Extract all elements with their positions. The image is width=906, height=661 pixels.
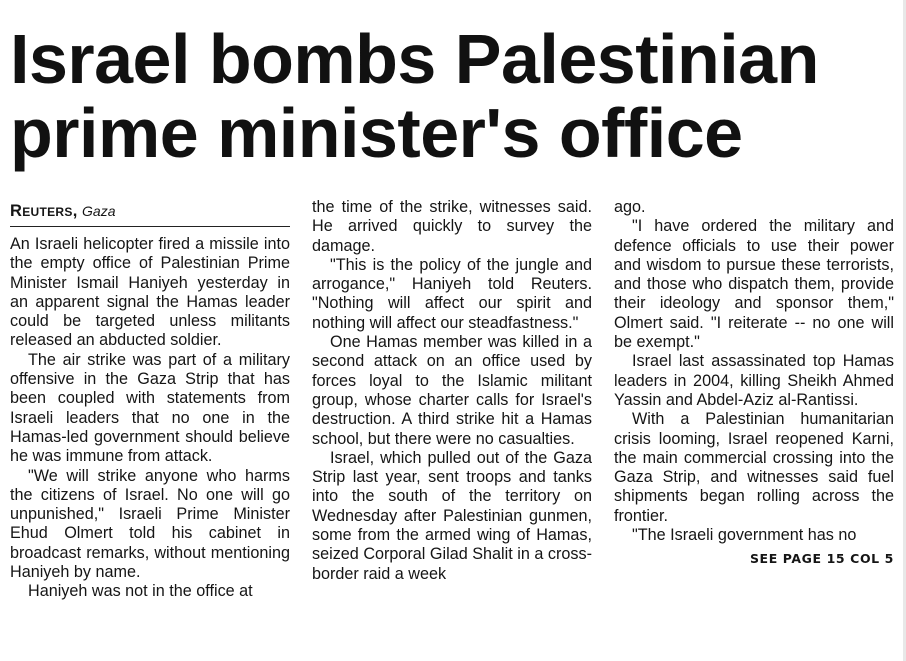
headline-line-1: Israel bombs Palestinian [10, 20, 819, 98]
paragraph: One Hamas member was killed in a second attack on an office used by forces loyal to the Islamic militant group, whose charter calls for Israel's destruction. A third strike hit a Hamas school, but there were no casualties. [312, 333, 592, 448]
paragraph: Haniyeh was not in the office at [28, 582, 253, 601]
headline [10, 22, 890, 170]
byline-agency: Reuters, [10, 202, 78, 220]
article-column-3 [614, 198, 894, 569]
paragraph: "I have ordered the military and defence officials to use their power and wisdom to pursue these terrorists, and those who dispatch them, provide their ideology and sponsor them," Olmert said. "I reiterate -- no one will be exempt." [614, 217, 894, 352]
byline-place: Gaza [82, 203, 116, 219]
paragraph: Israel, which pulled out of the Gaza Strip last year, sent troops and tanks into the south of the territory on Wednesday after Palestinian gunmen, some from the armed wing of Hamas, seized Corporal Gilad Shalit in a cross-border raid a week [312, 448, 592, 583]
article-column-1 [10, 198, 290, 602]
paragraph: the time of the strike, witnesses said. He arrived quickly to survey the damage. [312, 198, 592, 255]
paragraph: Israel last assassinated top Hamas leaders in 2004, killing Sheikh Ahmed Yassin and Abdel-Aziz al-Rantissi. [614, 352, 894, 409]
paragraph: The air strike was part of a military offensive in the Gaza Strip that has been coupled with statements from Israeli leaders that no one in the Hamas-led government should believe he was immune from attack. [10, 350, 290, 466]
paragraph: "This is the policy of the jungle and arrogance," Haniyeh told Reuters. "Nothing will affect our spirit and nothing will affect our steadfastness." [312, 255, 592, 332]
article-body [10, 198, 894, 648]
continued-on-page-note: SEE PAGE 15 COL 5 [749, 551, 894, 567]
paragraph: "The Israeli government has no [632, 526, 857, 545]
article-column-2 [312, 198, 592, 584]
paragraph: ago. [614, 198, 646, 216]
paragraph: With a Palestinian humanitarian crisis looming, Israel reopened Karni, the main commercial crossing into the Gaza Strip, and witnesses said fuel shipments began rolling across the frontier. [614, 410, 894, 525]
headline-line-2: prime minister's office [10, 94, 743, 172]
paragraph: An Israeli helicopter fired a missile into the empty office of Palestinian Prime Minister Ismail Haniyeh yesterday in an apparent signal the Hamas leader could be targeted unless militants released an abducted soldier. [10, 235, 290, 350]
byline [10, 201, 290, 227]
paragraph: "We will strike anyone who harms the citizens of Israel. No one will go unpunished," Israeli Prime Minister Ehud Olmert told his cabinet in broadcast remarks, without mentioning Haniyeh by name. [10, 466, 290, 582]
